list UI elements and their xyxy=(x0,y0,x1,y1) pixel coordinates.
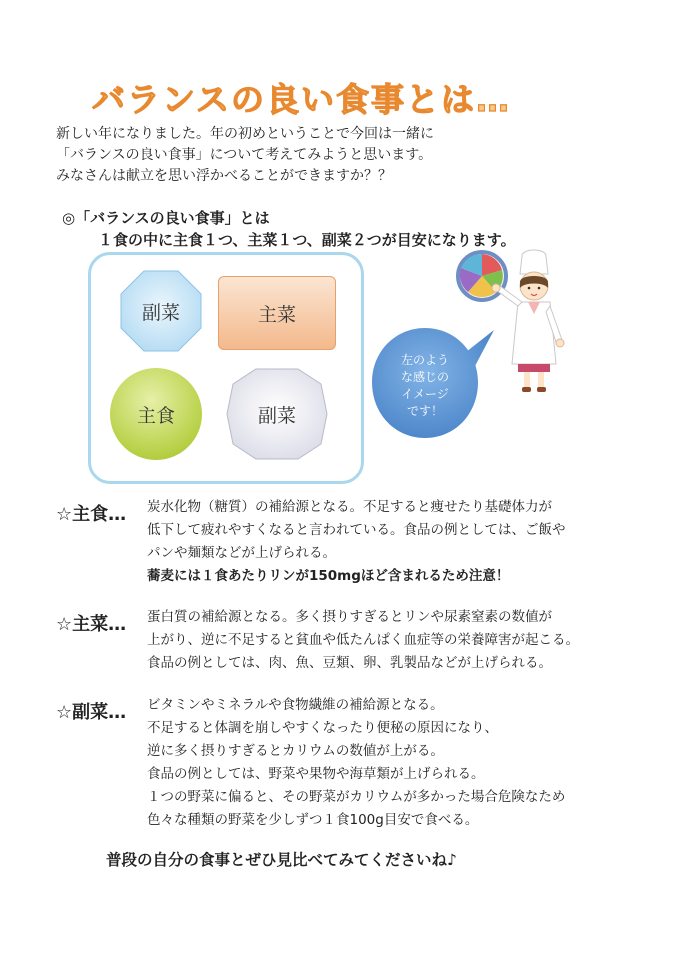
shusai-box xyxy=(218,276,336,350)
item-heading-shusai: ☆主菜… xyxy=(56,614,127,635)
bubble-line: イメージ xyxy=(401,387,449,401)
bubble-line: な感じの xyxy=(400,370,449,384)
item-line: ビタミンやミネラルや食物繊維の補給源となる。 xyxy=(147,697,444,713)
item-body-shusai xyxy=(147,606,579,675)
item-line: 不足すると体調を崩しやすくなったり便秘の原因になり、 xyxy=(147,720,498,736)
shushoku-circle xyxy=(110,368,202,460)
item-line: 色々な種類の野菜を少しずつ１食100g目安で食べる。 xyxy=(147,812,479,828)
fukusai-octagon-1 xyxy=(120,270,202,352)
intro-line: みなさんは献立を思い浮かべることができますか？？ xyxy=(56,168,392,184)
item-line: 逆に多く摂りすぎるとカリウムの数値が上がる。 xyxy=(147,743,444,759)
nutritionist-illustration xyxy=(456,246,576,396)
bubble-line: 左のよう xyxy=(400,353,449,367)
item-body-fukusai xyxy=(147,694,565,832)
item-line: 低下して疲れやすくなると言われている。食品の例としては、ご飯や xyxy=(147,522,566,538)
item-body-shushoku xyxy=(147,496,566,588)
closing-message: 普段の自分の食事とぜひ見比べてみてくださいね♪ xyxy=(106,851,457,869)
section-subtitle: １食の中に主食１つ、主菜１つ、副菜２つが目安になります。 xyxy=(98,231,516,249)
item-line: パンや麺類などが上げられる。 xyxy=(147,545,336,561)
shushoku-label: 主食 xyxy=(136,404,175,427)
item-line: 上がり、逆に不足すると貧血や低たんぱく血症等の栄養障害が起こる。 xyxy=(147,632,579,648)
intro-text xyxy=(56,124,434,187)
page-title: バランスの良い食事とは… xyxy=(92,80,512,119)
fukusai-label: 副菜 xyxy=(141,301,180,324)
intro-line: 新しい年になりました。年の初めということで今回は一緒に xyxy=(56,126,434,142)
shusai-label: 主菜 xyxy=(257,303,296,326)
intro-line: 「バランスの良い食事」について考えてみようと思います。 xyxy=(56,147,433,163)
item-line: 食品の例としては、野菜や果物や海草類が上げられる。 xyxy=(147,766,485,782)
item-line: １つの野菜に偏ると、その野菜がカリウムが多かった場合危険なため xyxy=(147,789,566,805)
item-heading-shushoku: ☆主食… xyxy=(56,504,127,525)
fukusai-label: 副菜 xyxy=(257,404,296,427)
item-line: 食品の例としては、肉、魚、豆類、卵、乳製品などが上げられる。 xyxy=(147,655,552,671)
section-title: ◎「バランスの良い食事」とは xyxy=(62,209,270,227)
bubble-line: です！ xyxy=(406,404,443,418)
item-line: 炭水化物（糖質）の補給源となる。不足すると痩せたり基礎体力が xyxy=(147,499,552,515)
item-line: 蛋白質の補給源となる。多く摂りすぎるとリンや尿素窒素の数値が xyxy=(147,609,552,625)
fukusai-polygon-2 xyxy=(226,368,328,460)
item-note: 蕎麦には１食あたりリンが150mgほど含まれるため注意！ xyxy=(147,568,510,584)
section-heading xyxy=(62,207,516,251)
item-heading-fukusai: ☆副菜… xyxy=(56,702,127,723)
